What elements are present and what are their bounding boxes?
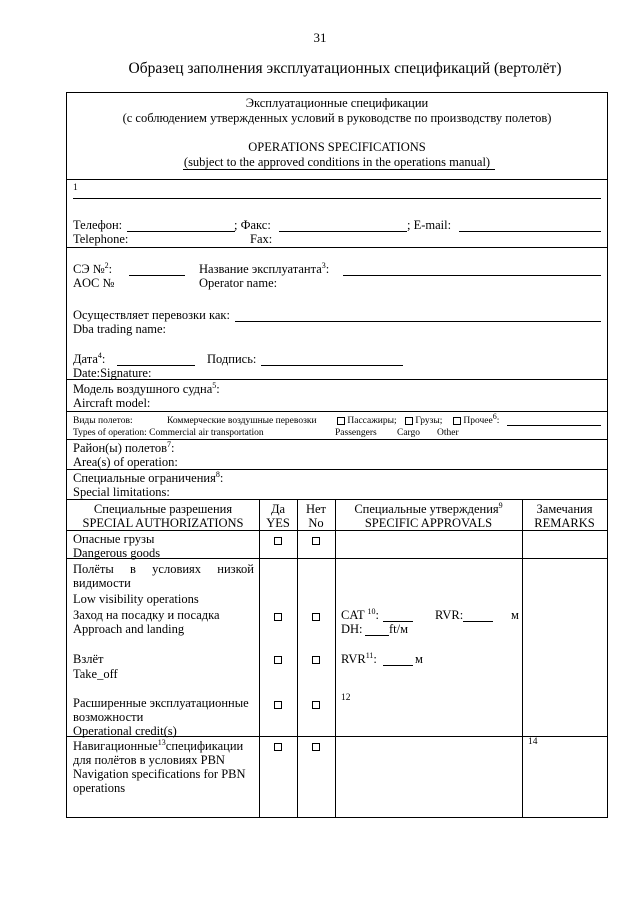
types-other-option[interactable]: Прочее$^6$: bbox=[453, 415, 499, 427]
nav-spec-no-checkbox[interactable] bbox=[312, 743, 320, 751]
col-header-remarks-en: REMARKS bbox=[534, 516, 595, 530]
rvr-field[interactable] bbox=[463, 621, 493, 622]
operator-section bbox=[67, 247, 607, 380]
takeoff-no-checkbox[interactable] bbox=[312, 656, 320, 664]
types-label: Виды полетов: bbox=[73, 416, 133, 426]
signature-label: Подпись: bbox=[207, 352, 257, 366]
dh-label: DH: bbox=[341, 622, 363, 636]
header-ru-subtitle: (с соблюдением утвержденных условий в руководстве по производству полетов) bbox=[122, 111, 552, 125]
contact-section bbox=[67, 179, 607, 248]
dangerous-goods-label: Опасные грузы bbox=[73, 532, 155, 546]
header-ru-title: Эксплуатационные спецификации bbox=[245, 96, 429, 110]
dangerous-goods-label-en: Dangerous goods bbox=[73, 546, 161, 560]
types-commercial-label: Коммерческие воздушные перевозки bbox=[167, 416, 317, 426]
col-header-approvals: Специальные утверждения$^9$ bbox=[354, 500, 503, 516]
rvr-unit: м bbox=[511, 608, 519, 622]
takeoff-label-en: Take_off bbox=[73, 667, 118, 681]
aircraft-model-label-en: Aircraft model: bbox=[73, 396, 151, 410]
operator-name-label-en: Operator name: bbox=[199, 276, 278, 290]
areas-label-en: Area(s) of operation: bbox=[73, 455, 178, 469]
nav-spec-label-en: Navigation specifications for PBN bbox=[73, 767, 246, 781]
other-label-en: Other bbox=[437, 428, 459, 438]
form-header bbox=[67, 93, 607, 179]
email-label: ; E-mail: bbox=[407, 218, 452, 232]
date-signature-label-en: Date:Signature: bbox=[73, 366, 152, 380]
areas-section bbox=[67, 439, 607, 470]
col-header-yes-en: YES bbox=[266, 516, 290, 530]
page-number: 31 bbox=[313, 30, 327, 45]
rvr2-label: RVR$^{11}$: bbox=[341, 650, 377, 666]
header-en-subtitle: (subject to the approved conditions in the operations manual) bbox=[183, 155, 491, 169]
takeoff-yes-checkbox[interactable] bbox=[274, 656, 282, 664]
areas-label: Район(ы) полетов$^7$: bbox=[73, 439, 175, 455]
fax-label-en: Fax: bbox=[250, 232, 273, 246]
fax-label: ; Факс: bbox=[234, 218, 271, 232]
rvr2-unit: м bbox=[415, 652, 423, 666]
footnote-12: 12 bbox=[341, 693, 351, 703]
op-credit-yes-checkbox[interactable] bbox=[274, 701, 282, 709]
types-label-en: Types of operation: Commercial air transportation bbox=[73, 428, 264, 438]
lvo-label-line2: видимости bbox=[73, 576, 131, 590]
approach-yes-checkbox[interactable] bbox=[274, 613, 282, 621]
limitations-label: Специальные ограничения$^8$: bbox=[73, 469, 224, 485]
cargo-checkbox[interactable] bbox=[405, 417, 413, 425]
nav-spec-label-en-line2: operations bbox=[73, 781, 126, 795]
aircraft-section bbox=[67, 379, 607, 412]
phone-field[interactable] bbox=[127, 231, 235, 232]
types-passengers-option[interactable]: Пассажиры; bbox=[337, 415, 397, 427]
footnote-1: 1 bbox=[73, 183, 78, 193]
footnote-14: 14 bbox=[528, 737, 538, 747]
header-en-title: OPERATIONS SPECIFICATIONS bbox=[248, 140, 426, 154]
col-header-remarks: Замечания bbox=[536, 502, 593, 516]
dba-label-en: Dba trading name: bbox=[73, 322, 167, 336]
other-field[interactable] bbox=[507, 425, 601, 426]
op-credit-label: Расширенные эксплуатационные bbox=[73, 696, 249, 710]
cat-label: CAT $^{10}$: bbox=[341, 606, 379, 622]
lvo-label-en: Low visibility operations bbox=[73, 592, 199, 606]
op-credit-no-checkbox[interactable] bbox=[312, 701, 320, 709]
col-header-authorizations: Специальные разрешения bbox=[93, 502, 233, 516]
phone-label-en: Telephone: bbox=[73, 232, 129, 246]
passengers-checkbox[interactable] bbox=[337, 417, 345, 425]
rvr-label: RVR: bbox=[435, 608, 464, 622]
address-line[interactable] bbox=[73, 198, 601, 199]
aoc-label: СЭ №$^2$: bbox=[73, 260, 113, 276]
limitations-label-en: Special limitations: bbox=[73, 485, 170, 499]
types-of-operation-section bbox=[67, 411, 607, 440]
aoc-number-field[interactable] bbox=[129, 275, 185, 276]
approach-label: Заход на посадку и посадка bbox=[73, 608, 220, 622]
other-checkbox[interactable] bbox=[453, 417, 461, 425]
dba-field[interactable] bbox=[235, 321, 601, 322]
nav-spec-label: Навигационные$^{13}$спецификации bbox=[73, 737, 244, 753]
col-header-authorizations-en: SPECIAL AUTHORIZATIONS bbox=[82, 516, 244, 530]
types-cargo-option[interactable]: Грузы; bbox=[405, 415, 442, 427]
rvr2-field[interactable] bbox=[383, 665, 413, 666]
lvo-label: Полёты в условиях низкой bbox=[73, 562, 254, 576]
date-label: Дата$^4$: bbox=[73, 350, 106, 366]
signature-field[interactable] bbox=[261, 365, 403, 366]
dangerous-goods-yes-checkbox[interactable] bbox=[274, 537, 282, 545]
nav-spec-label-line2: для полётов в условиях PBN bbox=[73, 753, 225, 767]
nav-spec-yes-checkbox[interactable] bbox=[274, 743, 282, 751]
passengers-label-en: Passengers bbox=[335, 428, 377, 438]
approach-no-checkbox[interactable] bbox=[312, 613, 320, 621]
document-title: Образец заполнения эксплуатационных спецификаций (вертолёт) bbox=[128, 60, 562, 77]
limitations-section bbox=[67, 469, 607, 500]
col-header-no: Нет bbox=[305, 502, 327, 516]
aircraft-model-label: Модель воздушного судна$^5$: bbox=[73, 380, 220, 396]
aoc-label-en: AOC № bbox=[73, 276, 115, 290]
col-header-yes: Да bbox=[270, 502, 286, 516]
dh-unit: ft/м bbox=[389, 622, 409, 636]
authorizations-table bbox=[67, 499, 607, 818]
email-field[interactable] bbox=[459, 231, 601, 232]
op-credit-label-en: Operational credit(s) bbox=[73, 724, 177, 738]
phone-label: Телефон: bbox=[73, 218, 123, 232]
col-header-no-en: No bbox=[308, 516, 324, 530]
col-header-approvals-en: SPECIFIC APPROVALS bbox=[364, 516, 493, 530]
dh-field[interactable] bbox=[365, 635, 389, 636]
takeoff-label: Взлёт bbox=[73, 652, 104, 666]
fax-field[interactable] bbox=[279, 231, 407, 232]
operator-name-label: Название эксплуатанта$^3$: bbox=[199, 260, 330, 276]
dangerous-goods-no-checkbox[interactable] bbox=[312, 537, 320, 545]
operator-name-field[interactable] bbox=[343, 275, 601, 276]
approach-label-en: Approach and landing bbox=[73, 622, 185, 636]
header-subtitle-underline bbox=[183, 169, 495, 170]
dba-label: Осуществляет перевозки как: bbox=[73, 308, 230, 322]
operations-specifications-form bbox=[66, 92, 608, 818]
op-credit-label-line2: возможности bbox=[73, 710, 144, 724]
cargo-label-en: Cargo bbox=[397, 428, 421, 438]
